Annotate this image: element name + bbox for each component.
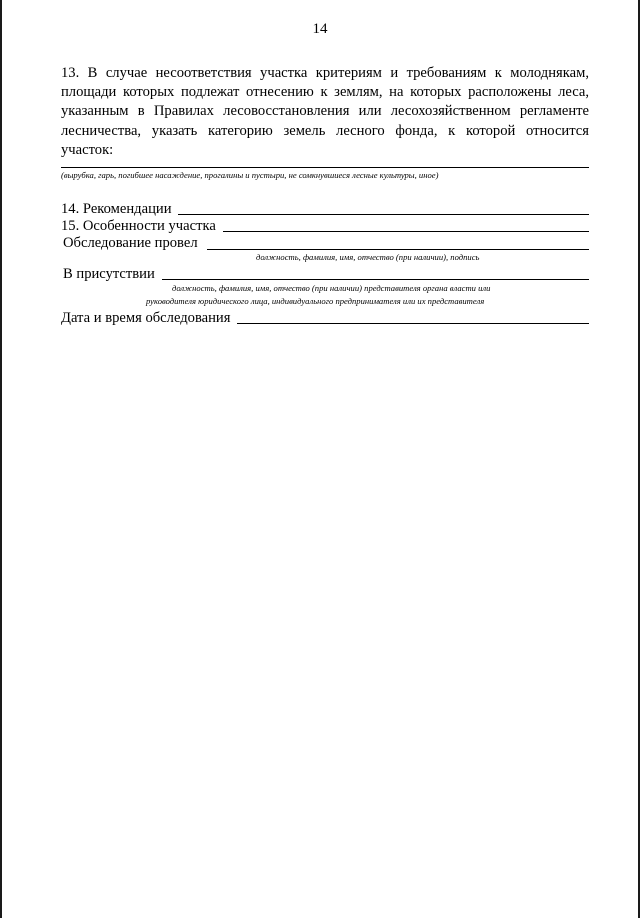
datetime-answer-line[interactable] [237, 323, 589, 324]
item-15-label: 15. Особенности участка [61, 218, 216, 234]
item-13-line: лесничества, указать категорию земель лесного фонда, к которой относится [61, 122, 589, 139]
datetime-label: Дата и время обследования [61, 310, 231, 326]
item-13-line: указанным в Правилах лесовосстановления или лесохозяйственном регламенте [61, 103, 589, 120]
presence-answer-line[interactable] [162, 279, 589, 280]
presence-hint-line: руководителя юридического лица, индивидуального предпринимателя или их представителя [146, 296, 485, 306]
presence-label: В присутствии [63, 266, 155, 282]
item-13-line: 13. В случае несоответствия участка критериям и требованиям к молоднякам, [61, 65, 589, 81]
item-13-line: площади которых подлежат отнесению к землям, на которых расположены леса, [61, 84, 589, 101]
item-13-paragraph [61, 64, 589, 160]
inspection-label: Обследование провел [63, 235, 198, 251]
item-13-hint: (вырубка, гарь, погибшее насаждение, прогалины и пустыри, не сомкнувшиеся лесные культуры, иное) [61, 170, 439, 180]
item-15-answer-line[interactable] [223, 231, 589, 232]
scan-edge-left [0, 0, 2, 918]
item-14-answer-line[interactable] [178, 214, 589, 215]
inspection-hint: должность, фамилия, имя, отчество (при наличии), подпись [256, 252, 480, 262]
inspection-answer-line[interactable] [207, 249, 589, 250]
item-13-line: участок: [61, 141, 114, 158]
presence-hint-line: должность, фамилия, имя, отчество (при наличии) представителя органа власти или [172, 283, 491, 293]
page-number: 14 [312, 21, 328, 37]
item-13-answer-line[interactable] [61, 167, 589, 168]
item-14-label: 14. Рекомендации [61, 201, 172, 217]
